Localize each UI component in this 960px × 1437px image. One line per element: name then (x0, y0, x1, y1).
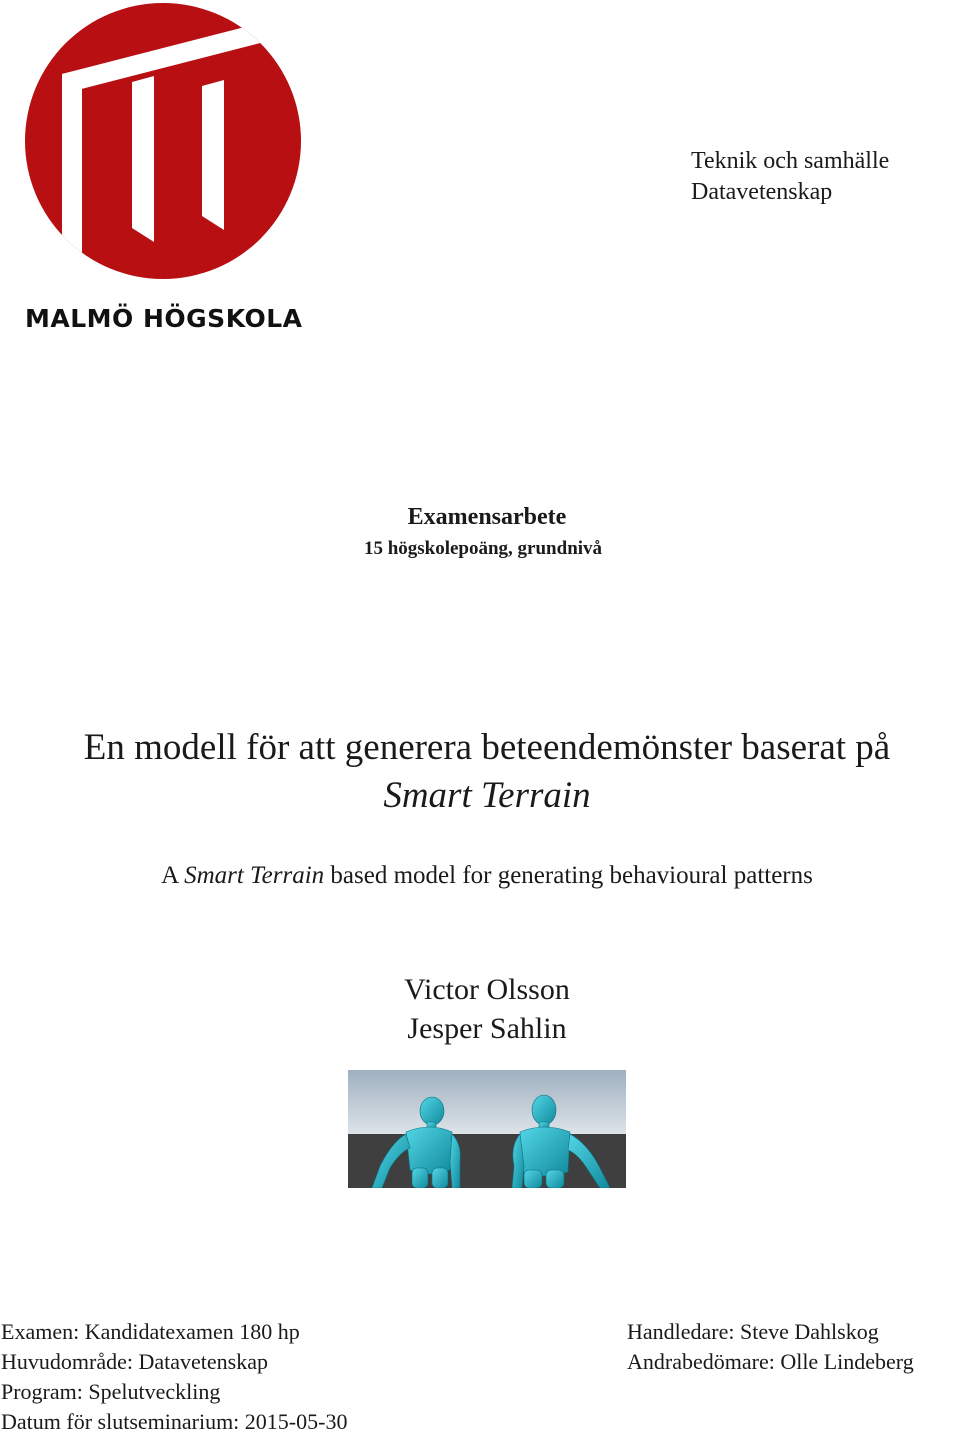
info-seminar-date: Datum för slutseminarium: 2015-05-30 (1, 1409, 348, 1434)
info-examiner: Andrabedömare: Olle Lindeberg (627, 1349, 914, 1374)
title-line-1: En modell för att generera beteendemönster baserat på (83, 727, 891, 768)
info-main-area: Huvudområde: Datavetenskap (1, 1349, 268, 1374)
title-line-2: Smart Terrain (383, 775, 591, 816)
english-title-prefix: A (161, 862, 185, 889)
thesis-title-swedish (0, 724, 960, 820)
authors (0, 970, 960, 1048)
faculty-name: Teknik och samhälle (691, 148, 890, 174)
thesis-title-english (0, 862, 960, 890)
exam-type: Examensarbete (407, 504, 567, 530)
cover-image (348, 1070, 626, 1188)
exam-credits: 15 högskolepoäng, grundnivå (363, 538, 603, 559)
malmo-hogskola-logo (24, 2, 302, 280)
english-title-suffix: based model for generating behavioural patterns (324, 862, 813, 889)
english-title-italic: Smart Terrain (184, 862, 325, 889)
supervisor-info (627, 1317, 914, 1377)
sky (348, 1070, 626, 1136)
subject-name: Datavetenskap (691, 179, 833, 205)
info-program: Program: Spelutveckling (1, 1379, 221, 1404)
author-name: Jesper Sahlin (407, 1012, 567, 1045)
info-degree: Examen: Kandidatexamen 180 hp (1, 1319, 300, 1344)
info-supervisor: Handledare: Steve Dahlskog (627, 1319, 879, 1344)
department-block (691, 146, 889, 208)
exam-info (1, 1317, 347, 1437)
author-name: Victor Olsson (404, 973, 570, 1006)
logo-wordmark: MALMÖ HÖGSKOLA (25, 304, 303, 333)
